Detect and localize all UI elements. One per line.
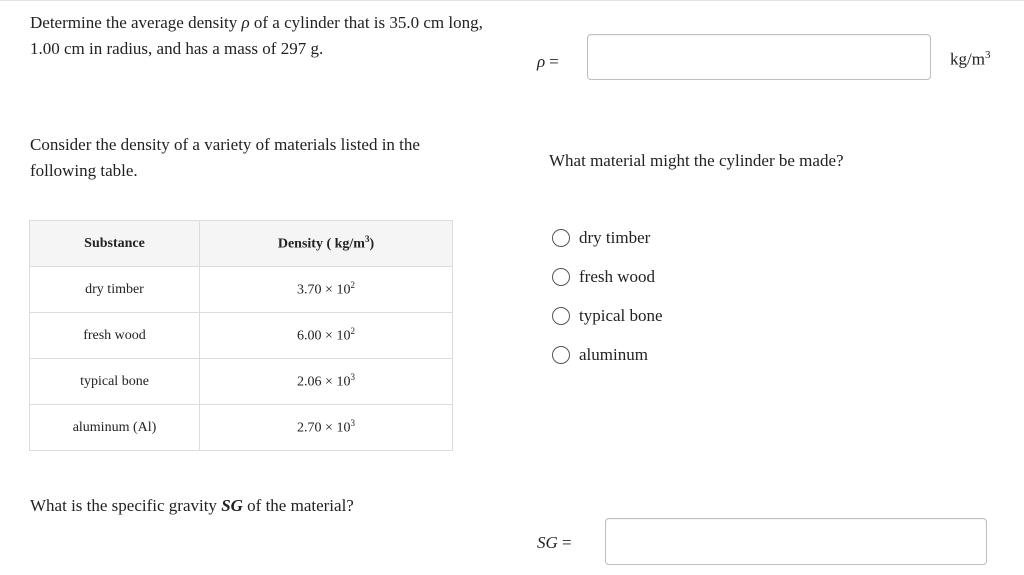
rho-symbol: ρ bbox=[241, 13, 250, 32]
density-cell bbox=[200, 267, 453, 313]
table-header-row bbox=[30, 221, 453, 267]
density-mantissa: 3.70 × 10 bbox=[297, 282, 351, 298]
option-fresh-wood[interactable] bbox=[552, 257, 663, 296]
material-question bbox=[549, 151, 844, 171]
unit-exponent: 3 bbox=[984, 49, 991, 61]
header-density-suffix: ) bbox=[369, 236, 375, 252]
sg-question-text: of the material? bbox=[242, 496, 354, 515]
radio-button[interactable] bbox=[552, 268, 570, 286]
option-label: dry timber bbox=[579, 227, 651, 247]
substance-cell: dry timber bbox=[30, 267, 200, 313]
density-exp: 3 bbox=[350, 372, 355, 383]
radio-button[interactable] bbox=[552, 346, 570, 364]
question-text-part: Determine the average density bbox=[30, 13, 242, 32]
option-aluminum[interactable] bbox=[552, 335, 663, 374]
sg-symbol: SG bbox=[221, 496, 243, 515]
table-row bbox=[30, 405, 453, 451]
table-row bbox=[30, 359, 453, 405]
material-options bbox=[552, 218, 663, 374]
radio-button[interactable] bbox=[552, 229, 570, 247]
table-row bbox=[30, 313, 453, 359]
density-answer-input[interactable] bbox=[587, 34, 931, 80]
unit-base: kg/m bbox=[950, 49, 985, 69]
density-cell bbox=[200, 359, 453, 405]
sg-answer-label bbox=[537, 533, 572, 553]
question-text-part: of a cylinder that is 35.0 cm long, 1.00 cm in radius, and has a mass of 297 g. bbox=[30, 13, 483, 58]
header-density-exp: 3 bbox=[364, 234, 370, 245]
density-table bbox=[29, 220, 453, 451]
substance-cell: aluminum (Al) bbox=[30, 405, 200, 451]
substance-cell: typical bone bbox=[30, 359, 200, 405]
density-mantissa: 2.70 × 10 bbox=[297, 420, 351, 436]
table-row bbox=[30, 267, 453, 313]
option-typical-bone[interactable] bbox=[552, 296, 663, 335]
density-exp: 2 bbox=[350, 326, 355, 337]
equals-sign: = bbox=[562, 533, 572, 552]
top-divider bbox=[0, 0, 1024, 1]
option-label: fresh wood bbox=[579, 266, 656, 286]
header-density bbox=[200, 221, 453, 267]
density-cell bbox=[200, 405, 453, 451]
header-substance: Substance bbox=[30, 221, 200, 267]
option-label: aluminum bbox=[579, 344, 648, 364]
density-exp: 2 bbox=[350, 280, 355, 291]
density-mantissa: 2.06 × 10 bbox=[297, 374, 351, 390]
equals-sign: = bbox=[549, 52, 559, 71]
specific-gravity-question bbox=[30, 496, 354, 516]
density-exp: 3 bbox=[350, 418, 355, 429]
radio-button[interactable] bbox=[552, 307, 570, 325]
density-mantissa: 6.00 × 10 bbox=[297, 328, 351, 344]
table-intro-text bbox=[30, 132, 470, 184]
rho-answer-label bbox=[537, 52, 559, 72]
density-unit bbox=[950, 49, 990, 70]
material-question-label: What material might the cylinder be made? bbox=[549, 151, 844, 170]
sg-answer-input[interactable] bbox=[605, 518, 987, 565]
sg-question-text: What is the specific gravity bbox=[30, 496, 222, 515]
rho-label-symbol: ρ bbox=[537, 52, 546, 71]
density-cell bbox=[200, 313, 453, 359]
sg-label-symbol: SG bbox=[537, 533, 558, 552]
substance-cell: fresh wood bbox=[30, 313, 200, 359]
question-density-text bbox=[30, 10, 500, 62]
table-intro-label: Consider the density of a variety of materials listed in the following table. bbox=[30, 135, 420, 180]
header-density-text: Density ( kg/m bbox=[277, 236, 365, 252]
option-dry-timber[interactable] bbox=[552, 218, 663, 257]
option-label: typical bone bbox=[579, 305, 663, 325]
